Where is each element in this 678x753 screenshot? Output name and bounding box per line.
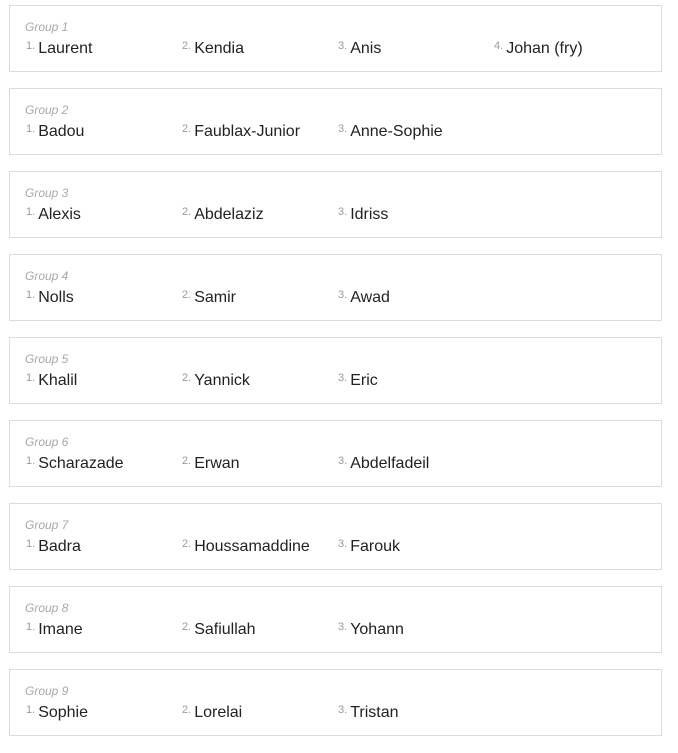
member-item <box>26 205 81 225</box>
group-card <box>9 88 662 155</box>
member-number: 1. <box>26 40 36 52</box>
member-number: 3. <box>338 455 348 467</box>
group-title: Group 9 <box>25 684 69 698</box>
member-name: Kendia <box>194 40 245 57</box>
member-name: Sophie <box>38 704 89 721</box>
group-card <box>9 171 662 238</box>
member-item <box>182 288 236 308</box>
member-name: Yannick <box>194 372 250 389</box>
member-name: Samir <box>194 289 236 306</box>
member-number: 2. <box>182 123 192 135</box>
member-number: 3. <box>338 538 348 550</box>
group-title: Group 2 <box>25 103 69 117</box>
member-item <box>182 454 240 474</box>
group-card <box>9 586 662 653</box>
group-title: Group 5 <box>25 352 69 366</box>
member-item <box>26 288 74 308</box>
member-number: 2. <box>182 621 192 633</box>
member-number: 3. <box>338 206 348 218</box>
member-item <box>494 39 583 59</box>
group-card <box>9 420 662 487</box>
group-card <box>9 337 662 404</box>
member-item <box>26 39 92 59</box>
member-item <box>338 205 388 225</box>
group-title: Group 1 <box>25 20 69 34</box>
member-item <box>338 537 400 557</box>
member-number: 1. <box>26 123 36 135</box>
member-item <box>338 371 378 391</box>
member-item <box>182 39 244 59</box>
member-item <box>26 537 81 557</box>
group-title: Group 8 <box>25 601 69 615</box>
member-number: 1. <box>26 621 36 633</box>
member-item <box>182 371 250 391</box>
member-number: 1. <box>26 704 36 716</box>
member-number: 2. <box>182 206 192 218</box>
member-number: 2. <box>182 455 192 467</box>
member-item <box>26 703 88 723</box>
member-item <box>182 537 310 557</box>
member-name: Tristan <box>350 704 399 721</box>
member-name: Houssamaddine <box>194 538 310 555</box>
member-item <box>338 288 390 308</box>
member-number: 3. <box>338 704 348 716</box>
group-card <box>9 669 662 736</box>
member-name: Alexis <box>38 206 81 223</box>
group-title: Group 7 <box>25 518 69 532</box>
member-item <box>182 620 256 640</box>
member-name: Safiullah <box>194 621 256 638</box>
member-name: Farouk <box>350 538 400 555</box>
member-name: Johan (fry) <box>506 40 583 57</box>
group-card <box>9 503 662 570</box>
group-card <box>9 5 662 72</box>
member-name: Nolls <box>38 289 74 306</box>
group-title: Group 4 <box>25 269 69 283</box>
member-item <box>338 454 429 474</box>
member-item <box>338 620 404 640</box>
member-number: 2. <box>182 704 192 716</box>
member-number: 4. <box>494 40 504 52</box>
member-number: 3. <box>338 621 348 633</box>
member-name: Imane <box>38 621 83 638</box>
member-item <box>338 39 381 59</box>
member-number: 2. <box>182 289 192 301</box>
member-number: 3. <box>338 372 348 384</box>
member-name: Anis <box>350 40 382 57</box>
member-number: 2. <box>182 40 192 52</box>
member-name: Badou <box>38 123 85 140</box>
member-name: Erwan <box>194 455 240 472</box>
member-number: 1. <box>26 289 36 301</box>
member-name: Scharazade <box>38 455 124 472</box>
member-number: 2. <box>182 538 192 550</box>
member-item <box>338 122 443 142</box>
member-name: Yohann <box>350 621 404 638</box>
member-number: 1. <box>26 372 36 384</box>
member-name: Awad <box>350 289 390 306</box>
member-number: 1. <box>26 538 36 550</box>
member-item <box>182 122 300 142</box>
member-name: Laurent <box>38 40 93 57</box>
member-item <box>338 703 399 723</box>
member-item <box>182 205 264 225</box>
member-name: Eric <box>350 372 378 389</box>
member-name: Abdelaziz <box>194 206 264 223</box>
member-number: 1. <box>26 455 36 467</box>
member-number: 3. <box>338 123 348 135</box>
member-name: Lorelai <box>194 704 243 721</box>
member-name: Faublax-Junior <box>194 123 301 140</box>
group-title: Group 3 <box>25 186 69 200</box>
member-item <box>26 122 84 142</box>
member-number: 3. <box>338 40 348 52</box>
member-number: 1. <box>26 206 36 218</box>
member-item <box>26 620 83 640</box>
member-item <box>26 454 124 474</box>
member-name: Anne-Sophie <box>350 123 443 140</box>
member-name: Badra <box>38 538 81 555</box>
member-name: Abdelfadeil <box>350 455 430 472</box>
member-number: 2. <box>182 372 192 384</box>
member-item <box>182 703 242 723</box>
group-title: Group 6 <box>25 435 69 449</box>
member-number: 3. <box>338 289 348 301</box>
member-item <box>26 371 77 391</box>
member-name: Khalil <box>38 372 78 389</box>
group-card <box>9 254 662 321</box>
member-name: Idriss <box>350 206 389 223</box>
